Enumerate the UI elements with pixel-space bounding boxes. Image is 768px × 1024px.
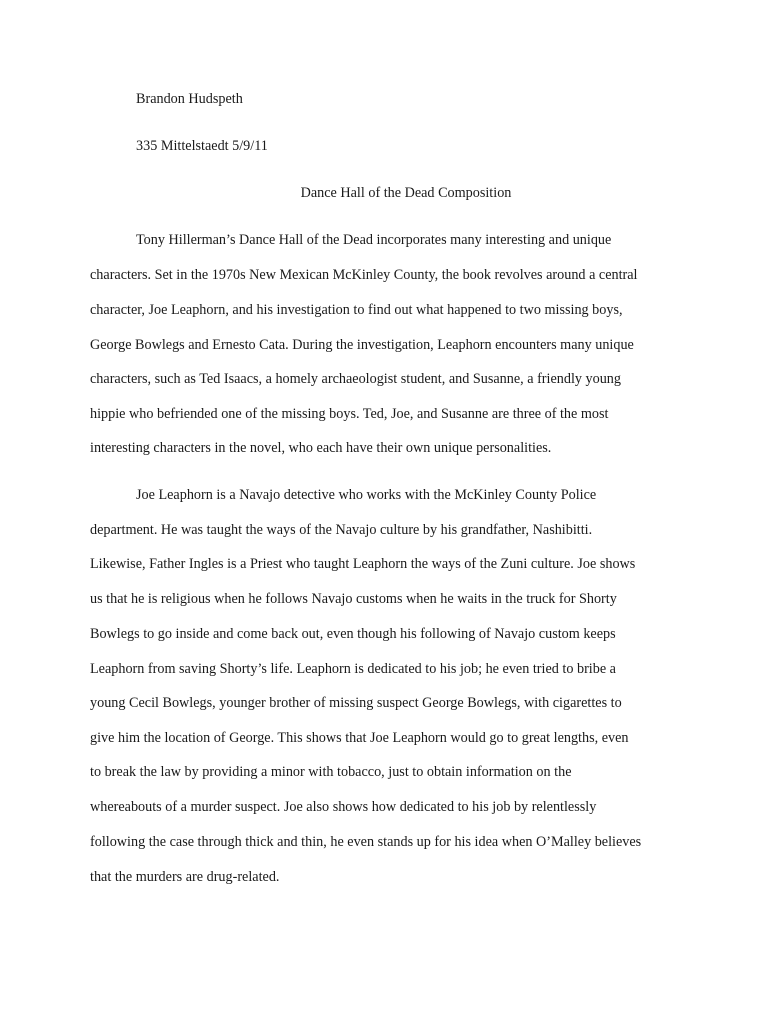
paragraph-2-line: us that he is religious when he follows Navajo customs when he waits in the truck for Shorty xyxy=(90,591,617,607)
paragraph-1-line: interesting characters in the novel, who each have their own unique personalities. xyxy=(90,440,552,456)
paragraph-2-line: Leaphorn from saving Shorty’s life. Leaphorn is dedicated to his job; he even tried to bribe a xyxy=(90,661,616,677)
paragraph-2-line: Joe Leaphorn is a Navajo detective who works with the McKinley County Police xyxy=(136,487,597,503)
paragraph-2-line: that the murders are drug-related. xyxy=(90,869,280,885)
author-name: Brandon Hudspeth xyxy=(136,91,243,107)
paragraph-2-line: department. He was taught the ways of the Navajo culture by his grandfather, Nashibitti. xyxy=(90,522,593,538)
paragraph-2-line: young Cecil Bowlegs, younger brother of missing suspect George Bowlegs, with cigarettes to xyxy=(90,695,622,711)
document-title: Dance Hall of the Dead Composition xyxy=(300,185,512,201)
paragraph-2-line: Likewise, Father Ingles is a Priest who taught Leaphorn the ways of the Zuni culture. Joe shows xyxy=(90,556,636,572)
paragraph-2-line: Bowlegs to go inside and come back out, even though his following of Navajo custom keeps xyxy=(90,626,616,642)
paragraph-2-line: whereabouts of a murder suspect. Joe also shows how dedicated to his job by relentlessly xyxy=(90,799,597,815)
paragraph-2-line: give him the location of George. This shows that Joe Leaphorn would go to great lengths, even xyxy=(90,730,629,746)
course-date: 335 Mittelstaedt 5/9/11 xyxy=(136,138,268,154)
paragraph-1-line: characters. Set in the 1970s New Mexican McKinley County, the book revolves around a central xyxy=(90,267,638,283)
paragraph-2-line: following the case through thick and thin, he even stands up for his idea when O’Malley believes xyxy=(90,834,642,850)
paragraph-1-line: characters, such as Ted Isaacs, a homely archaeologist student, and Susanne, a friendly young xyxy=(90,371,621,387)
paragraph-1-line: George Bowlegs and Ernesto Cata. During the investigation, Leaphorn encounters many unique xyxy=(90,337,634,353)
paragraph-1-line: hippie who befriended one of the missing boys. Ted, Joe, and Susanne are three of the most xyxy=(90,406,609,422)
paragraph-1-line: character, Joe Leaphorn, and his investigation to find out what happened to two missing boys, xyxy=(90,302,623,318)
paragraph-1-line: Tony Hillerman’s Dance Hall of the Dead incorporates many interesting and unique xyxy=(136,232,612,248)
paragraph-2-line: to break the law by providing a minor with tobacco, just to obtain information on the xyxy=(90,764,572,780)
